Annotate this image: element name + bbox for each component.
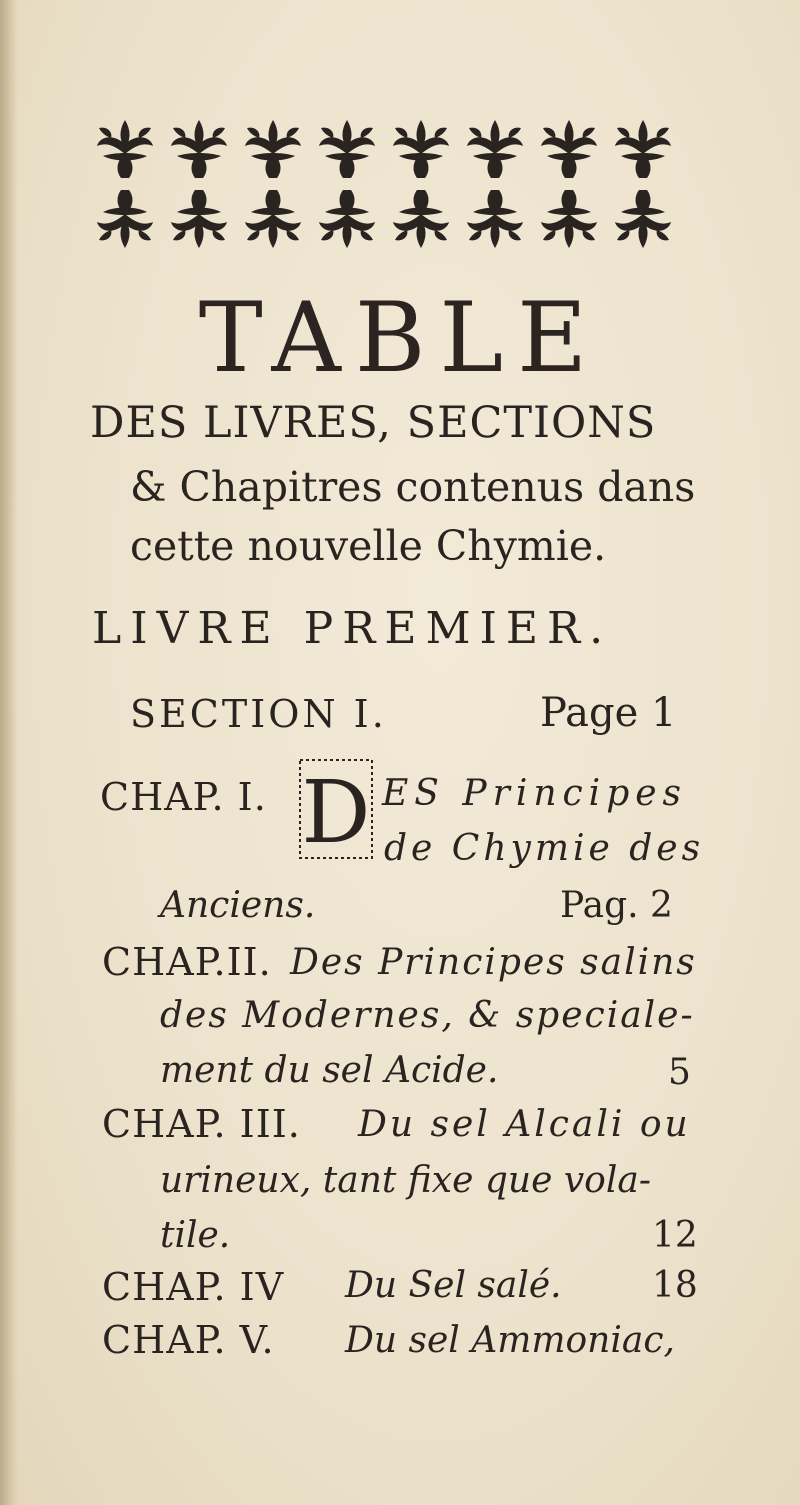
chapter-5-line-1: Du sel Ammoniac, [345,1320,675,1361]
fleuron [97,120,153,178]
chapter-2-label: CHAP.II. [102,940,272,984]
section-page: Page 1 [540,690,677,736]
chapter-3-page: 12 [652,1215,698,1256]
chapter-3-line-1: Du sel Alcali ou [358,1104,691,1145]
dropcap-d-ornament [298,758,374,860]
chapter-3-line-2: urineux, tant fixe que vola- [160,1160,651,1201]
fleuron [245,190,301,248]
book-heading: LIVRE PREMIER. [92,603,613,654]
fleuron [171,120,227,178]
subtitle-line-3: cette nouvelle Chymie. [130,522,607,570]
fleuron [393,190,449,248]
dropcap-letter: D [301,763,371,860]
fleuron [393,120,449,178]
chapter-1-page: Pag. 2 [560,885,673,926]
fleuron [541,190,597,248]
chapter-5-label: CHAP. V. [102,1318,275,1362]
fleuron [319,120,375,178]
chapter-2-page: 5 [668,1052,691,1093]
chapter-1-line-3: Anciens. [160,885,316,926]
fleuron [245,120,301,178]
fleuron [97,190,153,248]
printer-ornament [88,112,680,257]
page-gutter [0,0,18,1505]
fleuron [467,120,523,178]
fleuron [319,190,375,248]
chapter-4-page: 18 [652,1265,698,1306]
chapter-2-line-3: ment du sel Acide. [160,1050,499,1091]
page-title: TABLE [198,282,602,394]
chapter-1-label: CHAP. I. [100,775,267,819]
chapter-3-label: CHAP. III. [102,1102,301,1146]
fleuron [615,190,671,248]
subtitle-line-1: DES LIVRES, SECTIONS [90,398,657,448]
chapter-1-line-1: ES Principes [382,773,688,814]
section-label: SECTION I. [130,692,387,736]
chapter-4-label: CHAP. IV [102,1265,285,1309]
subtitle-line-2: & Chapitres contenus dans [130,463,696,511]
chapter-3-line-3: tile. [160,1215,231,1256]
chapter-4-line-1: Du Sel salé. [345,1265,562,1306]
fleuron [615,120,671,178]
chapter-1-line-2: de Chymie des [384,828,705,869]
fleuron [541,120,597,178]
chapter-2-line-2: des Modernes, & speciale- [160,995,695,1036]
fleuron [467,190,523,248]
fleuron [171,190,227,248]
chapter-2-line-1: Des Principes salins [290,942,697,983]
